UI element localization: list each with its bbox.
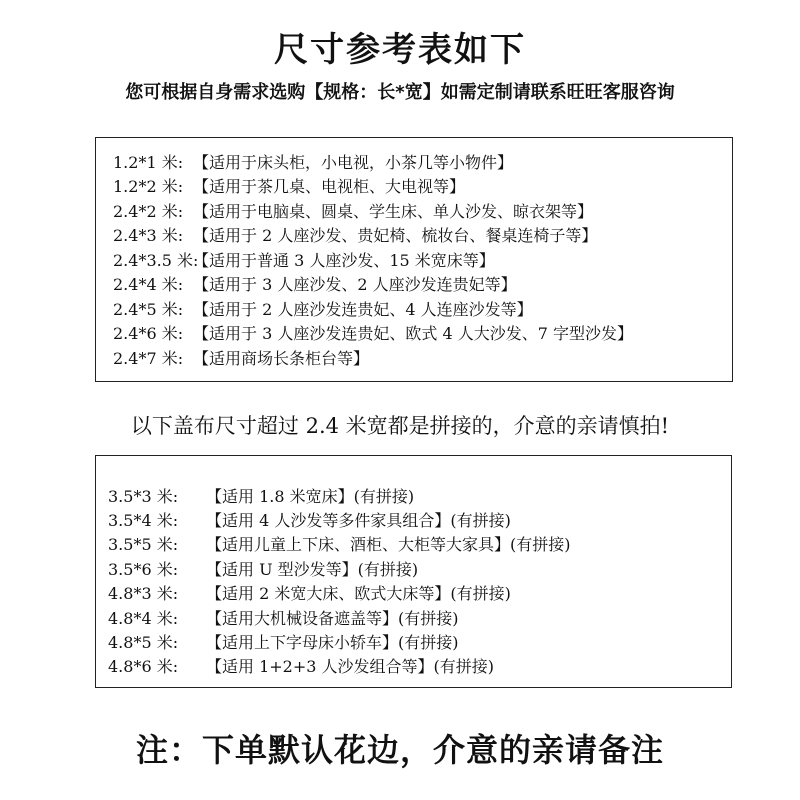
size-label: 1.2*2 米: [113,177,184,197]
size-label: 4.8*5 米: [108,633,179,653]
size-table-standard [95,137,733,382]
size-label: 3.5*4 米: [108,511,179,531]
usage-desc: 【适用上下字母床小轿车】(有拼接) [206,633,459,653]
size-label: 2.4*5 米: [113,299,184,319]
page-title: 尺寸参考表如下 [274,30,526,70]
usage-desc: 【适用于电脑桌、圆桌、学生床、单人沙发、晾衣架等】 [193,201,594,221]
usage-desc: 【适用于 2 人座沙发连贵妃、4 人连座沙发等】 [193,299,533,319]
order-note: 注：下单默认花边，介意的亲请备注 [135,731,664,769]
usage-desc: 【适用 1+2+3 人沙发组合等】(有拼接) [206,657,495,677]
size-label: 2.4*3.5 米: [113,250,199,270]
usage-desc: 【适用于 3 人座沙发、2 人座沙发连贵妃等】 [193,275,517,295]
table-row [96,296,732,321]
usage-desc: 【适用于 3 人座沙发连贵妃、欧式 4 人大沙发、7 字型沙发】 [193,324,633,344]
table-row [96,507,731,531]
table-row [96,272,732,297]
size-label: 2.4*3 米: [113,226,184,246]
size-table-spliced [95,455,732,688]
usage-desc: 【适用于茶几桌、电视柜、大电视等】 [193,177,466,197]
size-label: 2.4*2 米: [113,201,184,221]
table-row [96,198,732,223]
table-row [96,174,732,199]
table-row [96,223,732,248]
size-label: 1.2*1 米: [113,152,184,172]
usage-desc: 【适用儿童上下床、酒柜、大柜等大家具】(有拼接) [206,535,571,555]
size-label: 3.5*3 米: [108,486,179,506]
usage-desc: 【适用商场长条柜台等】 [193,348,370,368]
usage-desc: 【适用 2 米宽大床、欧式大床等】(有拼接) [206,584,511,604]
table-row [96,605,731,629]
usage-desc: 【适用 U 型沙发等】(有拼接) [206,559,419,579]
size-label: 2.4*6 米: [113,324,184,344]
size-label: 2.4*7 米: [113,348,184,368]
table-row [96,321,732,346]
size-label: 2.4*4 米: [113,275,184,295]
usage-desc: 【适用于普通 3 人座沙发、15 米宽床等】 [193,250,495,270]
table-row [96,345,732,370]
splice-notice: 以下盖布尺寸超过 2.4 米宽都是拼接的，介意的亲请慎拍! [130,414,670,438]
size-label: 3.5*5 米: [108,535,179,555]
usage-desc: 【适用 4 人沙发等多件家具组合】(有拼接) [206,511,511,531]
size-label: 4.8*4 米: [108,608,179,628]
page-subtitle: 您可根据自身需求选购【规格：长*宽】如需定制请联系旺旺客服咨询 [125,82,675,103]
size-label: 3.5*6 米: [108,559,179,579]
table-row [96,149,732,174]
usage-desc: 【适用于床头柜，小电视，小茶几等小物件】 [193,152,514,172]
table-row [96,654,731,678]
size-label: 4.8*3 米: [108,584,179,604]
table-row [96,247,732,272]
table-row [96,629,731,653]
table-row [96,581,731,605]
usage-desc: 【适用 1.8 米宽床】(有拼接) [206,486,415,506]
table-row [96,556,731,580]
usage-desc: 【适用于 2 人座沙发、贵妃椅、梳妆台、餐桌连椅子等】 [193,226,598,246]
size-label: 4.8*6 米: [108,657,179,677]
table-row [96,483,731,507]
usage-desc: 【适用大机械设备遮盖等】(有拼接) [206,608,459,628]
table-row [96,532,731,556]
